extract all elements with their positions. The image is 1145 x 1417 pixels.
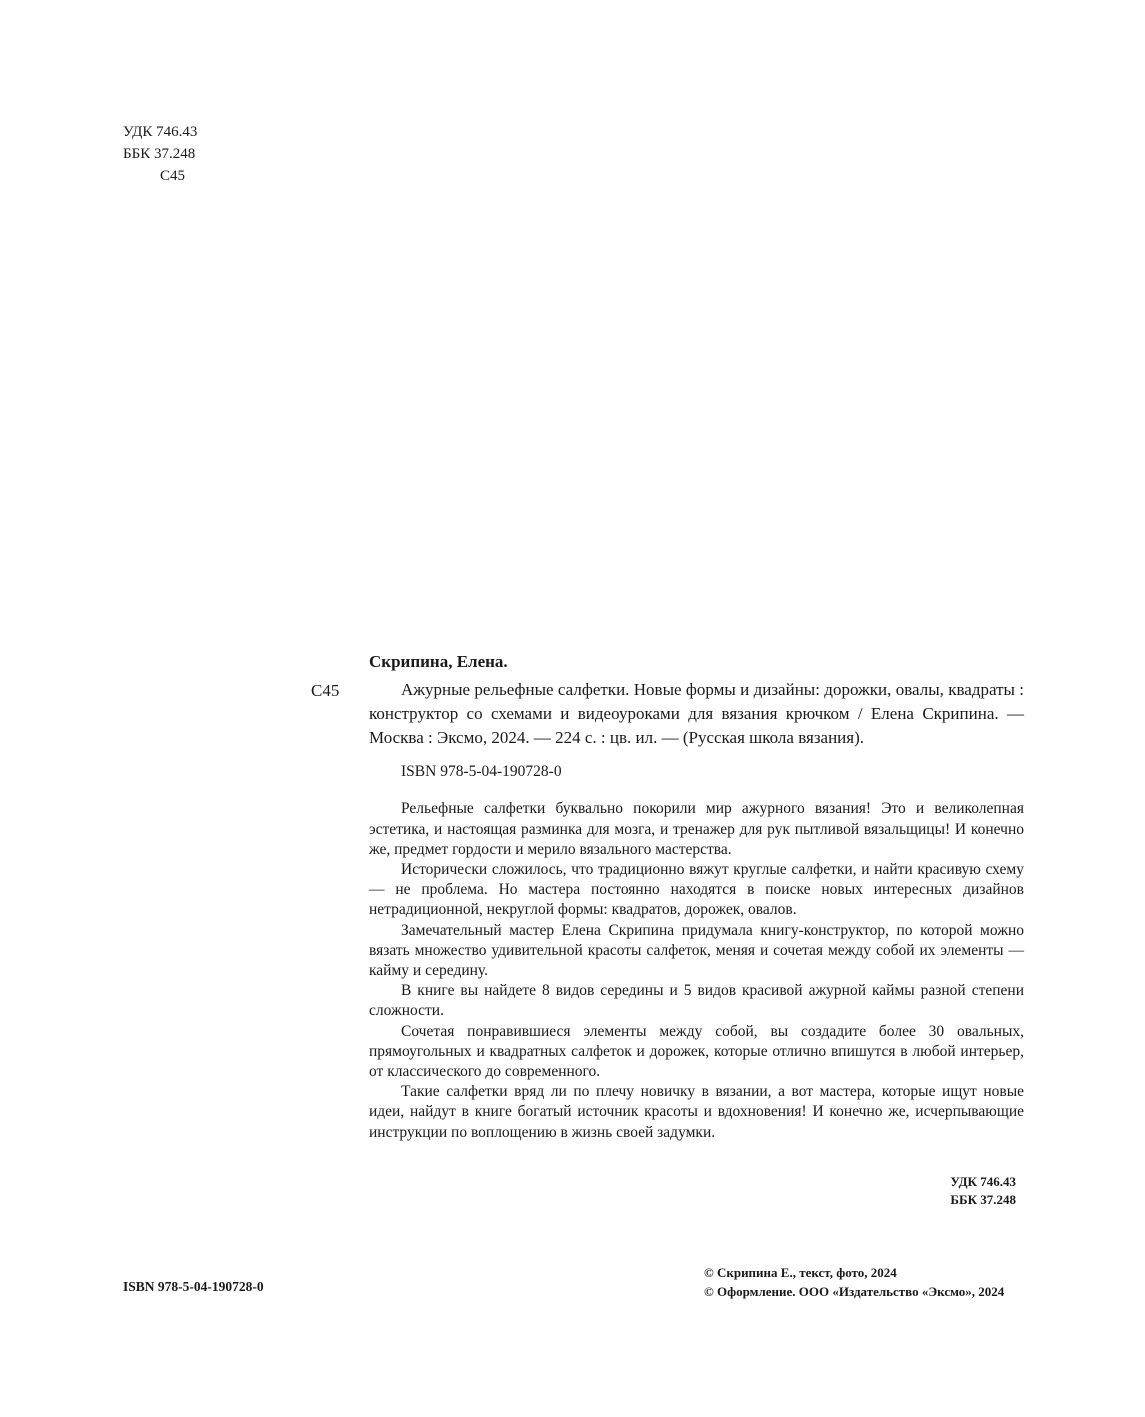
author-sign-margin: С45 (311, 681, 340, 700)
annotation-paragraph: Такие салфетки вряд ли по плечу новичку в вязании, а вот мастера, которые ищут новые идеи, найдут в книге богатый источник красоты и вдохновения! И конечно же, исчерпывающие инструкции по воплощению в жизнь своей задумки. (369, 1083, 1024, 1141)
classification-codes-bottom (950, 1173, 1016, 1209)
udk-code-bottom: УДК 746.43 (950, 1174, 1016, 1189)
isbn-inline: ISBN 978-5-04-190728-0 (401, 763, 562, 781)
bibliographic-description: Ажурные рельефные салфетки. Новые формы и дизайны: дорожки, овалы, квадраты : конструктор со схемами и видеоуроками для вязания крючком / Елена Скрипина. — Москва : Эксмо, 2024. — 224 с. : цв. ил. — (Русская школа вязания). (369, 680, 1024, 747)
bbk-code-bottom: ББК 37.248 (950, 1192, 1016, 1207)
annotation-paragraph: Рельефные салфетки буквально покорили мир ажурного вязания! Это и великолепная эстетика, и настоящая разминка для мозга, и тренажер для рук пытливой вязальщицы! И конечно же, предмет гордости и мерило вязального мастерства. (369, 800, 1024, 858)
author-sign-code: С45 (160, 168, 186, 184)
annotation-paragraph: В книге вы найдете 8 видов середины и 5 видов красивой ажурной каймы разной степени сложности. (369, 982, 1024, 1020)
annotation-paragraph: Исторически сложилось, что традиционно вяжут круглые салфетки, и найти красивую схему — не проблема. Но мастера постоянно находятся в поиске новых интересных дизайнов нетрадиционной, некруглой формы: квадратов, дорожек, овалов. (369, 861, 1024, 919)
annotation (369, 799, 1024, 1142)
udk-code: УДК 746.43 (123, 124, 198, 140)
isbn-footer: ISBN 978-5-04-190728-0 (123, 1279, 264, 1294)
copyright-author: © Скрипина Е., текст, фото, 2024 (704, 1265, 897, 1280)
copyright-design: © Оформление. ООО «Издательство «Эксмо», 2024 (704, 1284, 1005, 1299)
annotation-paragraph: Сочетая понравившиеся элементы между собой, вы создадите более 30 овальных, прямоугольных и квадратных салфеток и дорожек, которые отлично впишутся в любой интерьер, от классического до современного. (369, 1022, 1024, 1081)
copyright-block (704, 1263, 1004, 1301)
classification-codes-top (123, 121, 197, 187)
bbk-code: ББК 37.248 (123, 146, 196, 162)
annotation-paragraph: Замечательный мастер Елена Скрипина придумала книгу-конструктор, по которой можно вязать множество удивительной красоты салфеток, меняя и сочетая между собой их элементы — кайму и середину. (369, 921, 1024, 980)
bibliographic-record (369, 650, 1024, 1143)
author-heading: Скрипина, Елена. (369, 652, 508, 671)
